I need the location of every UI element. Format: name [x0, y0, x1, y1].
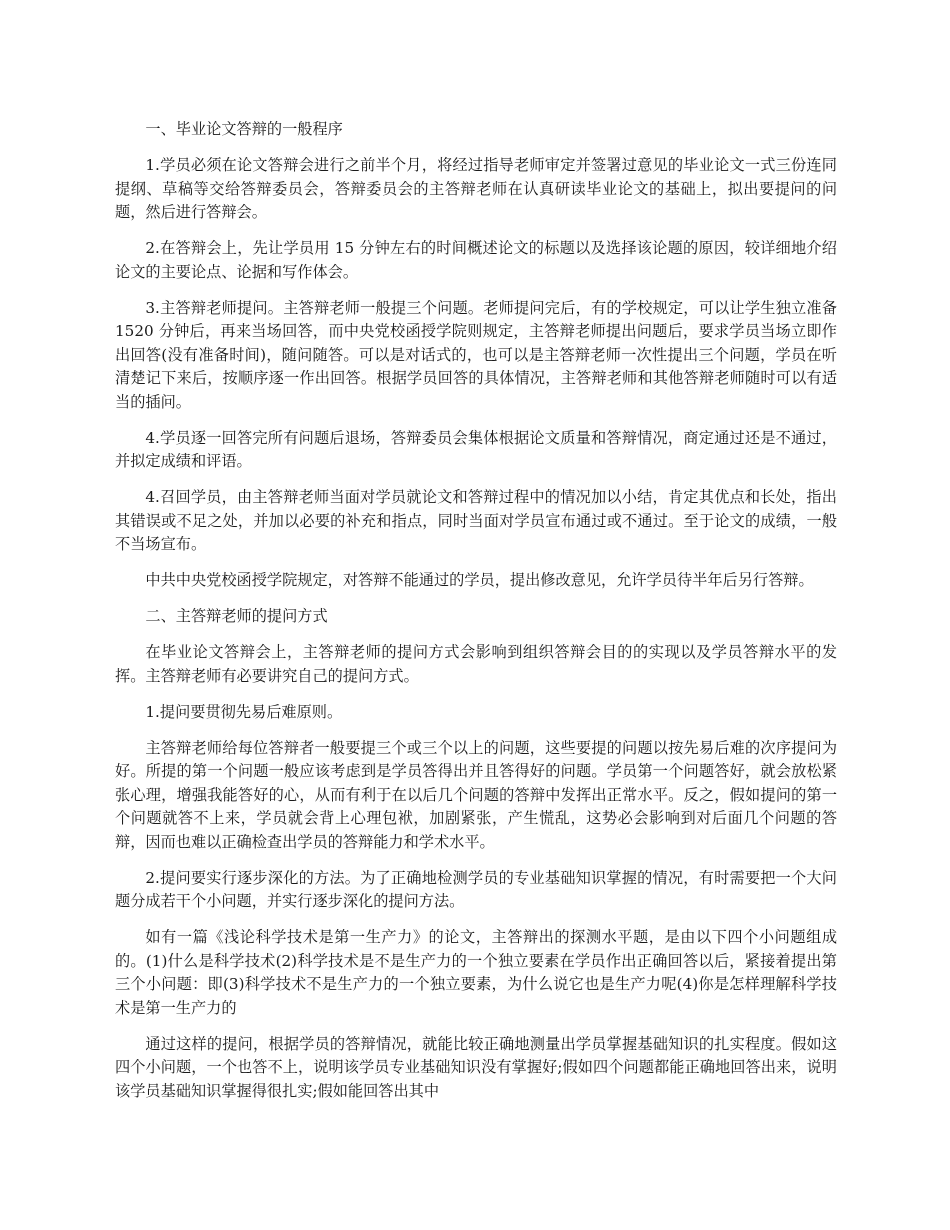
paragraph-measurement: 通过这样的提问，根据学员的答辩情况，就能比较正确地测量出学员掌握基础知识的扎实程度。假如这四个小问题，一个也答不上，说明该学员专业基础知识没有掌握好;假如四个问题都能正确地回答出来，说明该学员基础知识掌握得很扎实;假如能回答出其中 [115, 1034, 837, 1100]
paragraph-principle-easy-first: 1.提问要贯彻先易后难原则。 [145, 702, 343, 721]
paragraph-questioning-intro: 在毕业论文答辩会上，主答辩老师的提问方式会影响到组织答辩会目的的实现以及学员答辩水平的发挥。主答辩老师有必要讲究自己的提问方式。 [115, 643, 837, 685]
paragraph-step-2: 2.在答辩会上，先让学员用 15 分钟左右的时间概述论文的标题以及选择该论题的原因，较详细地介绍论文的主要论点、论据和写作体会。 [115, 239, 837, 281]
paragraph-easy-first-detail: 主答辩老师给每位答辩者一般要提三个或三个以上的问题，这些要提的问题以按先易后难的次序提问为好。所提的第一个问题一般应该考虑到是学员答得出并且答得好的问题。学员第一个问题答好，就会放松紧张心理，增强我能答好的心，从而有利于在以后几个问题的答辩中发挥出正常水平。反之，假如提问的第一个问题就答不上来，学员就会背上心理包袱，加剧紧张，产生慌乱，这势必会影响到对后面几个问题的答辩，因而也难以正确检查出学员的答辩能力和学术水平。 [115, 738, 837, 851]
paragraph-principle-deepening: 2.提问要实行逐步深化的方法。为了正确地检测学员的专业基础知识掌握的情况，有时需要把一个大问题分成若干个小问题，并实行逐步深化的提问方法。 [115, 868, 837, 910]
section-heading-procedure: 一、毕业论文答辩的一般程序 [145, 120, 343, 138]
paragraph-example-thesis: 如有一篇《浅论科学技术是第一生产力》的论文，主答辩出的探测水平题，是由以下四个小问题组成的。(1)什么是科学技术(2)科学技术是不是生产力的一个独立要素在学员作出正确回答以后，紧接着提出第三个小问题：即(3)科学技术不是生产力的一个独立要素，为什么说它也是生产力呢(4)你是怎样理解科学技术是第一生产力的 [115, 928, 837, 1017]
paragraph-step-3: 3.主答辩老师提问。主答辩老师一般提三个问题。老师提问完后，有的学校规定，可以让学生独立准备 1520 分钟后，再来当场回答，而中央党校函授学院则规定，主答辩老师提出问题后，要求学员当场立即作出回答(没有准备时间)，随问随答。可以是对话式的，也可以是主答辩老师一次性提出三个问题，学员在听清楚记下来后，按顺序逐一作出回答。根据学员回答的具体情况，主答辩老师和其他答辩老师随时可以有适当的插问。 [115, 298, 837, 411]
paragraph-party-school-rule: 中共中央党校函授学院规定，对答辩不能通过的学员，提出修改意见，允许学员待半年后另行答辩。 [145, 571, 814, 589]
paragraph-step-4: 4.学员逐一回答完所有问题后退场，答辩委员会集体根据论文质量和答辩情况，商定通过还是不通过，并拟定成绩和评语。 [115, 428, 837, 470]
document-page [115, 118, 837, 1116]
paragraph-step-1: 1.学员必须在论文答辩会进行之前半个月，将经过指导老师审定并签署过意见的毕业论文一式三份连同提纲、草稿等交给答辩委员会，答辩委员会的主答辩老师在认真研读毕业论文的基础上，拟出要提问的问题，然后进行答辩会。 [115, 156, 837, 221]
section-heading-questioning: 二、主答辩老师的提问方式 [145, 607, 328, 625]
paragraph-step-4-recall: 4.召回学员，由主答辩老师当面对学员就论文和答辩过程中的情况加以小结，肯定其优点和长处，指出其错误或不足之处，并加以必要的补充和指点，同时当面对学员宣布通过或不通过。至于论文的成绩，一般不当场宣布。 [115, 488, 837, 553]
